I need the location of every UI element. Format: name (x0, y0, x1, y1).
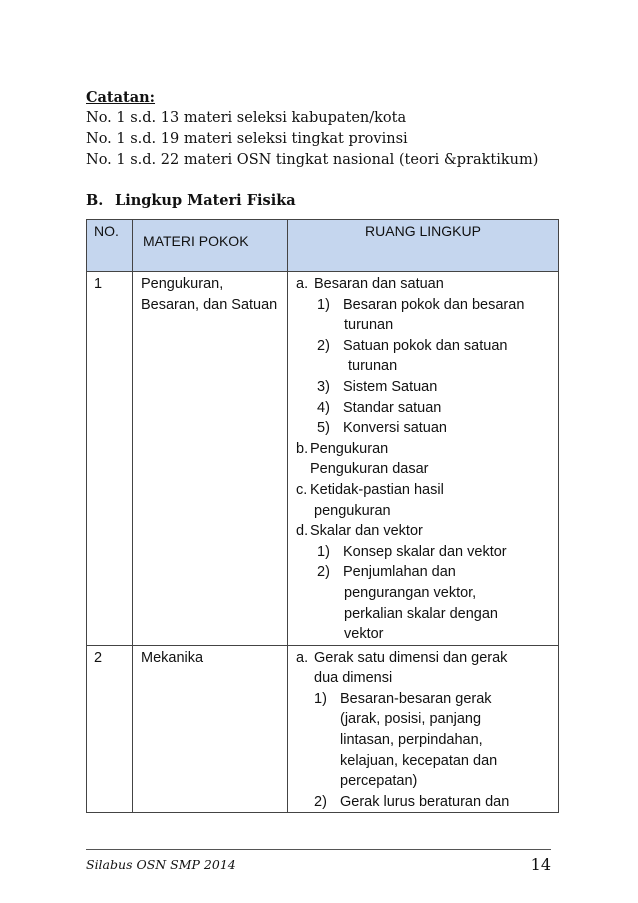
table-row (87, 272, 559, 646)
page-number: 14 (530, 855, 551, 874)
list-item-continuation: vektor (344, 626, 384, 643)
list-item: 4) Standar satuan (317, 399, 442, 416)
notes-line: No. 1 s.d. 22 materi OSN tingkat nasional (teori &praktikum) (86, 152, 539, 168)
list-item-continuation: turunan (348, 358, 398, 375)
list-item: 3) Sistem Satuan (317, 378, 438, 395)
row-materi: Mekanika (133, 645, 288, 813)
list-item-continuation: lintasan, perpindahan, (340, 732, 483, 749)
row-materi: Pengukuran, Besaran, dan Satuan (133, 272, 288, 646)
list-item: d. Skalar dan vektor (296, 523, 423, 540)
row-number: 1 (87, 272, 133, 646)
list-item: 2) Penjumlahan dan (317, 564, 456, 581)
list-item: 1) Besaran pokok dan besaran (317, 296, 525, 313)
list-item-continuation: turunan (344, 317, 394, 334)
notes-line: No. 1 s.d. 13 materi seleksi kabupaten/kota (86, 110, 407, 126)
list-item: 1) Konsep skalar dan vektor (317, 543, 507, 560)
list-item-continuation: (jarak, posisi, panjang (340, 711, 482, 728)
page-footer (86, 849, 551, 874)
notes-line: No. 1 s.d. 19 materi seleksi tingkat provinsi (86, 131, 408, 147)
list-item-continuation: perkalian skalar dengan (344, 605, 498, 622)
header-materi-pokok: MATERI POKOK (133, 220, 288, 272)
section-heading (86, 192, 296, 209)
list-item-continuation: percepatan) (340, 773, 418, 790)
table-row (87, 645, 559, 813)
table-header-row (87, 220, 559, 272)
list-item-continuation: pengurangan vektor, (344, 584, 477, 601)
notes-block (86, 87, 538, 171)
list-item: b. Pengukuran (296, 440, 389, 457)
list-item: 5) Konversi satuan (317, 420, 447, 437)
list-item-continuation: Pengukuran dasar (310, 461, 429, 478)
list-item-continuation: dua dimensi (314, 670, 393, 687)
row-ruang-lingkup (288, 272, 559, 646)
list-item: c. Ketidak-pastian hasil (296, 481, 444, 498)
section-letter: B. (86, 192, 104, 209)
list-item: 1) Besaran-besaran gerak (314, 690, 492, 707)
list-item-continuation: kelajuan, kecepatan dan (340, 752, 498, 769)
list-item: 2) Satuan pokok dan satuan (317, 337, 508, 354)
row-number: 2 (87, 645, 133, 813)
header-ruang-lingkup: RUANG LINGKUP (288, 220, 559, 272)
list-item: 2) Gerak lurus beraturan dan (314, 793, 510, 810)
list-item: a. Gerak satu dimensi dan gerak (296, 649, 508, 666)
materi-table (86, 219, 559, 813)
footer-title: Silabus OSN SMP 2014 (86, 857, 236, 872)
list-item-continuation: pengukuran (314, 502, 391, 519)
row-ruang-lingkup (288, 645, 559, 813)
section-title: Lingkup Materi Fisika (115, 192, 296, 209)
header-no: NO. (87, 220, 133, 272)
notes-heading: Catatan: (86, 89, 156, 106)
list-item: a. Besaran dan satuan (296, 276, 444, 292)
